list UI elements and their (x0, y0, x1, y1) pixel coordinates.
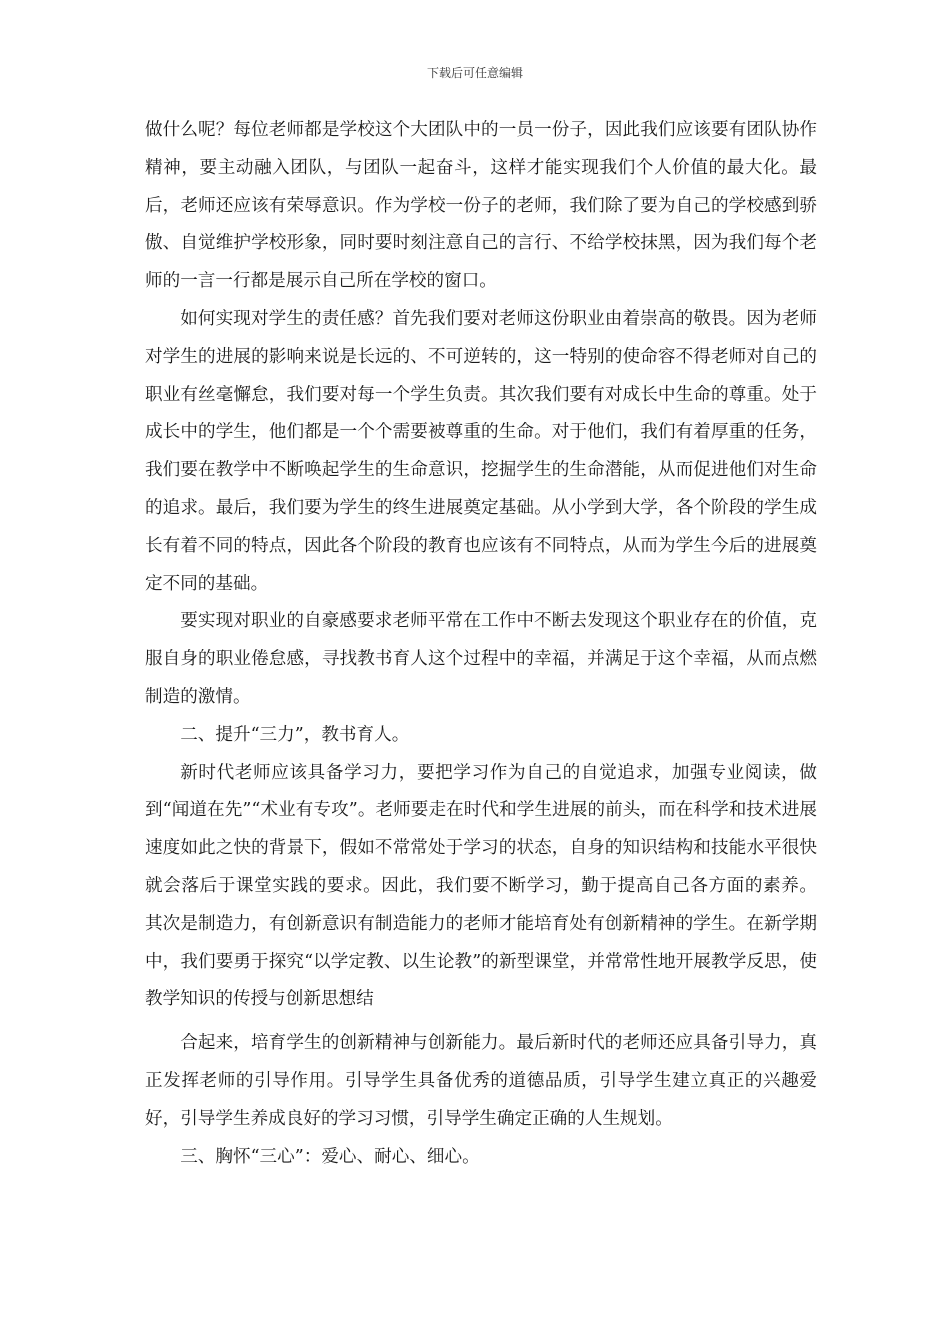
section-heading-three-abilities: 二、提升“三力”，教书育人。 (180, 724, 410, 745)
paragraph-student-responsibility: 如何实现对学生的责任感？首先我们要对老师这份职业由着崇高的敬畏。因为老师对学生的进展的影响来说是长远的、不可逆转的，这一特别的使命容不得老师对自己的职业有丝毫懈怠，我们要对每一个学生负责。其次我们要有对成长中生命的尊重。处于成长中的学生，他们都是一个个需要被尊重的生命。对于他们，我们有着厚重的任务，我们要在教学中不断唤起学生的生命意识，挖掘学生的生命潜能，从而促进他们对生命的追求。最后，我们要为学生的终生进展奠定基础。从小学到大学，各个阶段的学生成长有着不同的特点，因此各个阶段的教育也应该有不同特点，从而为学生今后的进展奠定不同的基础。 (145, 308, 817, 594)
page-header: 下载后可任意编辑 (426, 66, 523, 80)
paragraph-guidance-ability: 合起来，培育学生的创新精神与创新能力。最后新时代的老师还应具备引导力，真正发挥老师的引导作用。引导学生具备优秀的道德品质，引导学生建立真正的兴趣爱好，引导学生养成良好的学习习惯，引导学生确定正确的人生规划。 (145, 1033, 817, 1129)
document-body (145, 112, 817, 1176)
section-heading-three-hearts: 三、胸怀“三心”：爱心、耐心、细心。 (180, 1146, 480, 1167)
paragraph-learning-ability: 新时代老师应该具备学习力，要把学习作为自己的自觉追求，加强专业阅读，做到“闻道在先”“术业有专攻”。老师要走在时代和学生进展的前头，而在科学和技术进展速度如此之快的背景下，假如不常常处于学习的状态，自身的知识结构和技能水平很快就会落后于课堂实践的要求。因此，我们要不断学习，勤于提高自己各方面的素养。 其次是制造力，有创新意识有制造能力的老师才能培育处有创新精神的学生。在新学期中，我们要勇于探究“以学定教、以生论教”的新型课堂，并常常性地开展教学反思，使教学知识的传授与创新思想结 (145, 762, 817, 1010)
paragraph-career-pride: 要实现对职业的自豪感要求老师平常在工作中不断去发现这个职业存在的价值，克服自身的职业倦怠感，寻找教书育人这个过程中的幸福，并满足于这个幸福，从而点燃制造的激情。 (145, 611, 817, 707)
paragraph-team-spirit: 做什么呢？每位老师都是学校这个大团队中的一员一份子，因此我们应该要有团队协作精神，要主动融入团队，与团队一起奋斗，这样才能实现我们个人价值的最大化。最后，老师还应该有荣辱意识。作为学校一份子的老师，我们除了要为自己的学校感到骄傲、自觉维护学校形象，同时要时刻注意自己的言行、不给学校抹黑，因为我们每个老师的一言一行都是展示自己所在学校的窗口。 (145, 120, 817, 292)
